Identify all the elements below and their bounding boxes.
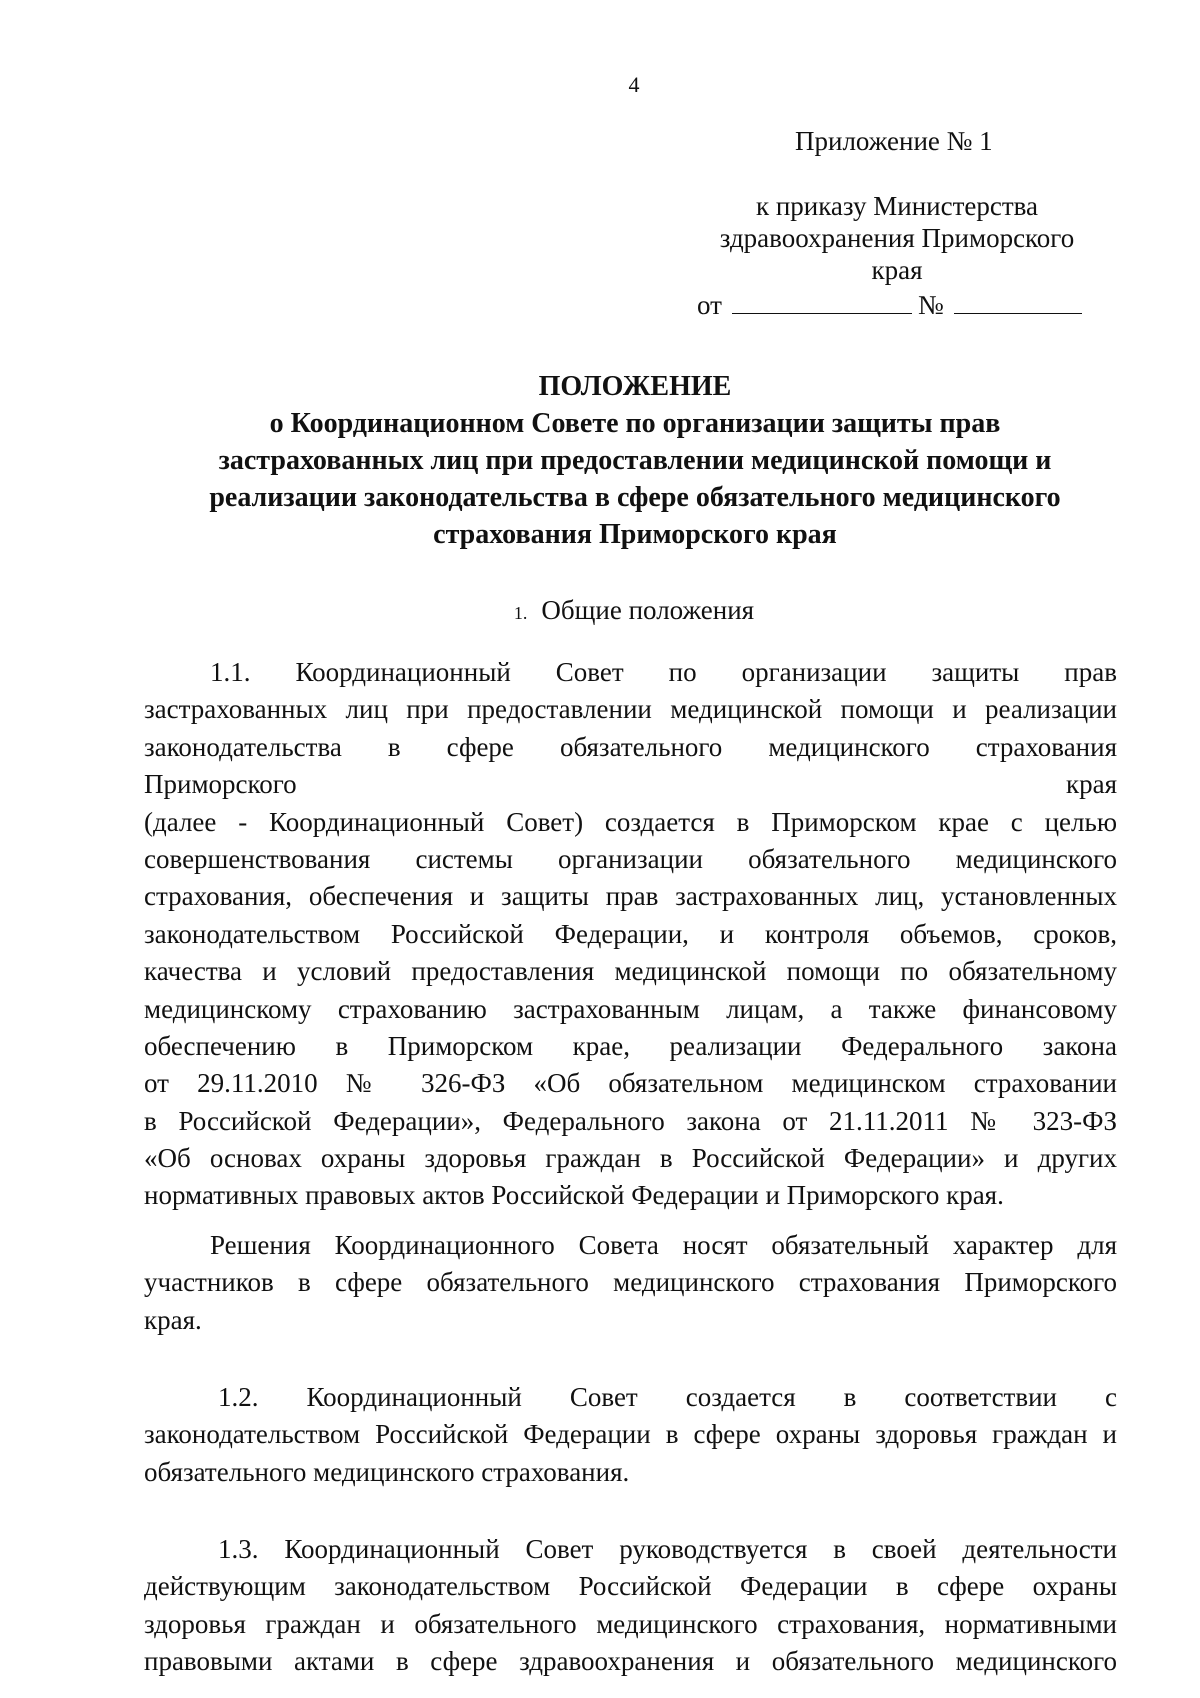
paragraph-line: законодательством Российской Федерации в сфере охраны здоровья граждан и xyxy=(144,1419,1117,1450)
paragraph-line: (далее - Координационный Совет) создается в Приморском крае с целью xyxy=(144,806,1117,837)
paragraph-line: от 29.11.2010 № 326-ФЗ «Об обязательном медицинском страховании xyxy=(144,1068,1117,1099)
paragraph-1-2 xyxy=(144,1379,1117,1491)
paragraph-1-3 xyxy=(144,1531,1117,1681)
page-number: 4 xyxy=(628,72,640,97)
paragraph-line: 1.3. Координационный Совет руководствуется в своей деятельности xyxy=(218,1534,1117,1564)
paragraph-decisions xyxy=(144,1227,1117,1339)
paragraph-line: застрахованных лиц при предоставлении медицинской помощи и реализации xyxy=(144,694,1117,725)
date-prefix: от xyxy=(697,290,722,320)
paragraph-line: страхования, обеспечения и защиты прав застрахованных лиц, установленных xyxy=(144,881,1117,912)
paragraph-1-1 xyxy=(144,654,1117,1215)
paragraph-line: законодательством Российской Федерации, и контроля объемов, сроков, xyxy=(144,918,1117,949)
section-title: Общие положения xyxy=(541,595,755,625)
order-date-number-line xyxy=(697,290,1082,321)
appendix-order-reference xyxy=(697,190,1097,286)
section-number: 1. xyxy=(513,603,528,623)
paragraph-line: 1.1. Координационный Совет по организации защиты прав xyxy=(210,657,1117,687)
paragraph-line: края. xyxy=(144,1304,202,1335)
paragraph-line: «Об основах охраны здоровья граждан в Российской Федерации» и других xyxy=(144,1143,1117,1174)
document-heading xyxy=(160,368,1110,553)
paragraph-line: участников в сфере обязательного медицинского страхования Приморского xyxy=(144,1267,1117,1298)
paragraph-line: законодательства в сфере обязательного медицинского страхования xyxy=(144,731,1117,762)
paragraph-line: правовыми актами в сфере здравоохранения и обязательного медицинского xyxy=(144,1646,1117,1677)
order-line: к приказу Министерства xyxy=(755,191,1039,221)
paragraph-line: обеспечению в Приморском крае, реализации Федерального закона xyxy=(144,1030,1117,1061)
paragraph-line: обязательного медицинского страхования. xyxy=(144,1456,630,1487)
paragraph-line: Решения Координационного Совета носят обязательный характер для xyxy=(210,1230,1117,1260)
paragraph-line: в Российской Федерации», Федерального закона от 21.11.2011 № 323-ФЗ xyxy=(144,1105,1117,1136)
section-heading xyxy=(0,595,1200,626)
heading-line: реализации законодательства в сфере обязательного медицинского xyxy=(209,482,1061,513)
heading-line: о Координационном Совете по организации защиты прав xyxy=(269,408,1001,439)
paragraph-line: Приморского края xyxy=(144,769,1117,800)
date-blank xyxy=(732,291,912,314)
paragraph-line: здоровья граждан и обязательного медицинского страхования, нормативными xyxy=(144,1608,1117,1639)
paragraph-line: медицинскому страхованию застрахованным лицам, а также финансовому xyxy=(144,993,1117,1024)
number-blank xyxy=(954,291,1082,314)
heading-line: застрахованных лиц при предоставлении медицинской помощи и xyxy=(218,445,1052,476)
paragraph-line: 1.2. Координационный Совет создается в соответствии с xyxy=(218,1382,1117,1412)
heading-line: страхования Приморского края xyxy=(433,519,837,550)
paragraph-line: действующим законодательством Российской Федерации в сфере охраны xyxy=(144,1571,1117,1602)
paragraph-line: качества и условий предоставления медицинской помощи по обязательному xyxy=(144,956,1117,987)
order-line: здравоохранения Приморского xyxy=(719,223,1075,253)
paragraph-line: нормативных правовых актов Российской Федерации и Приморского края. xyxy=(144,1180,1004,1211)
order-line: края xyxy=(871,255,923,285)
number-sign: № xyxy=(917,290,944,320)
appendix-title: Приложение № 1 xyxy=(795,126,993,156)
paragraph-line: совершенствования системы организации обязательного медицинского xyxy=(144,843,1117,874)
document-title: ПОЛОЖЕНИЕ xyxy=(538,371,732,402)
